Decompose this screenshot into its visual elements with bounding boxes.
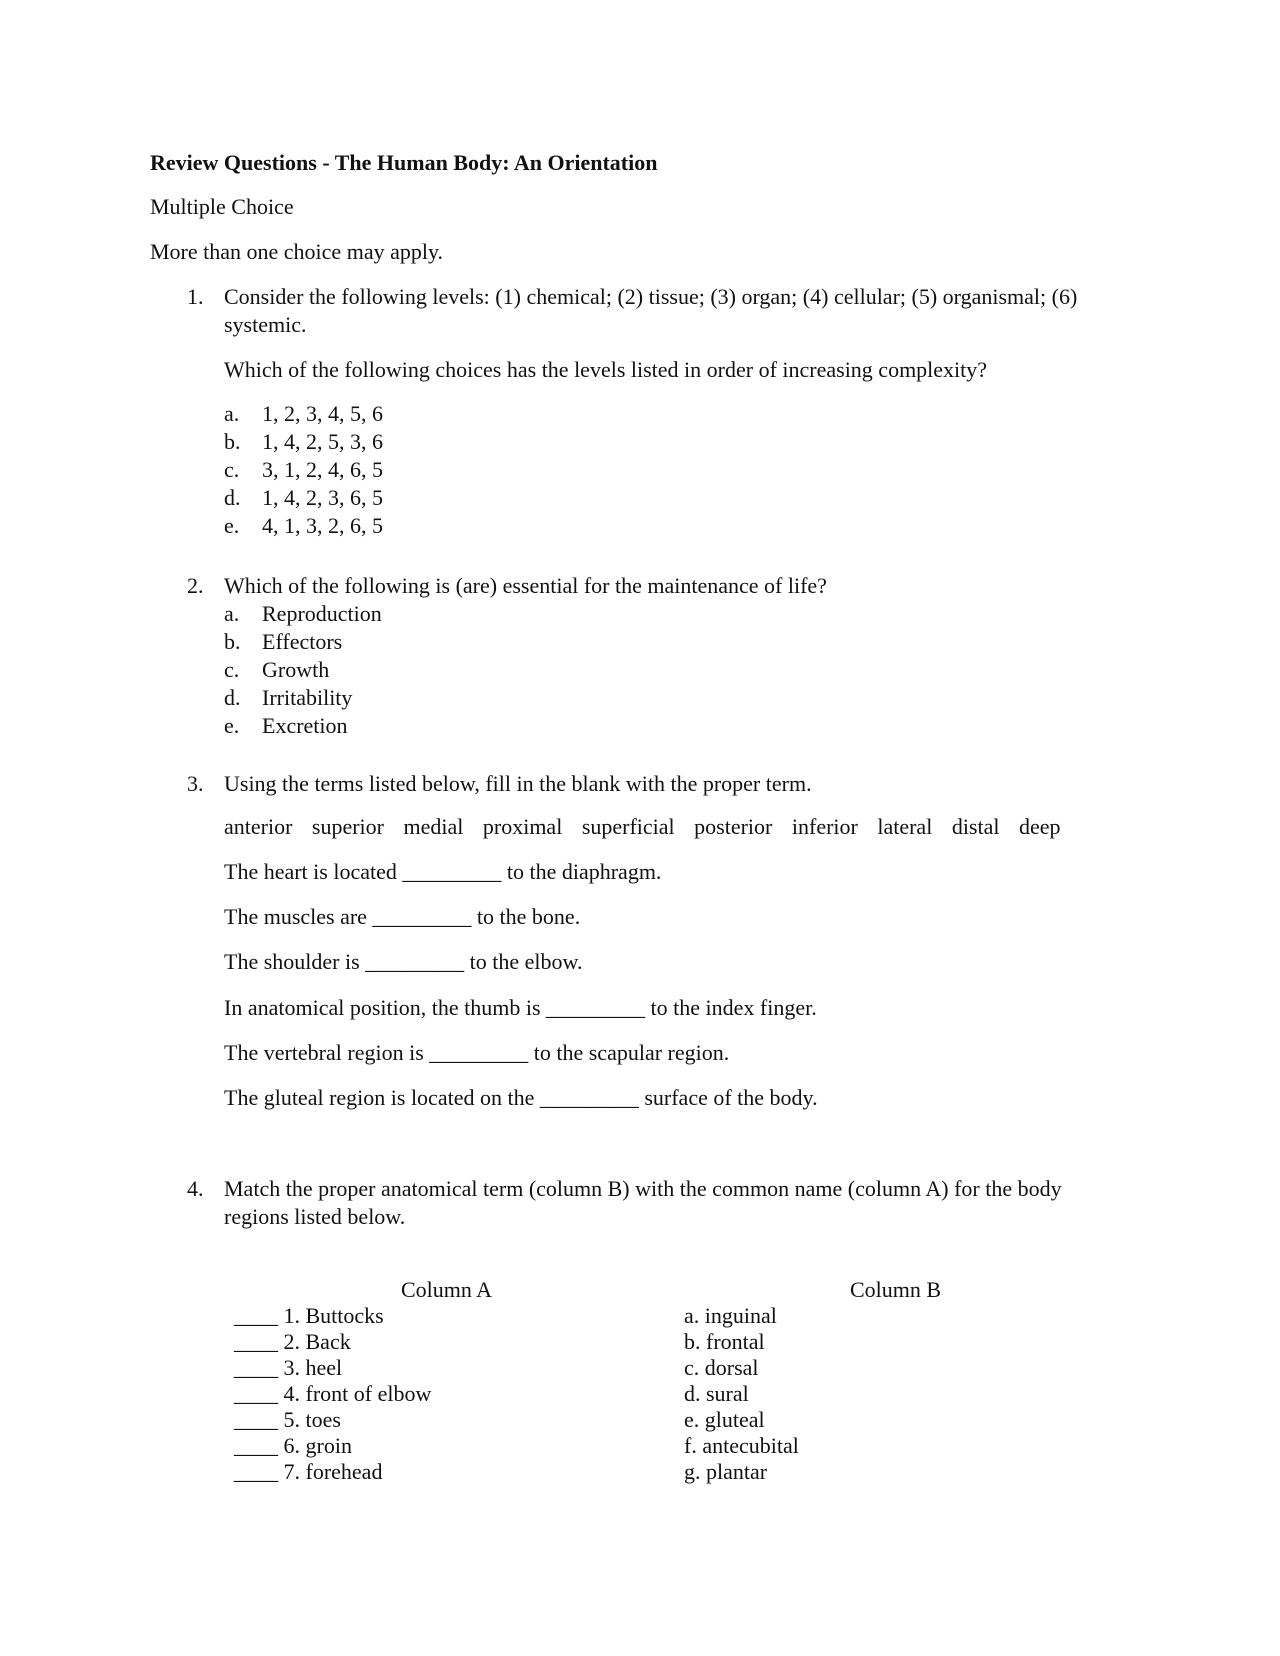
q2-option-text: Reproduction bbox=[262, 601, 382, 626]
q2-option-letter: b. bbox=[224, 629, 241, 654]
term-word: lateral bbox=[877, 814, 933, 839]
column-a-item: ____ 3. heel bbox=[234, 1355, 343, 1380]
q2-option-text: Effectors bbox=[262, 629, 343, 654]
column-a-item: ____ 2. Back bbox=[234, 1329, 351, 1354]
term-word: medial bbox=[403, 814, 464, 839]
q1-option-letter: a. bbox=[224, 401, 240, 426]
q1-option-letter: e. bbox=[224, 513, 240, 538]
term-word: superior bbox=[311, 814, 384, 839]
column-b-item: d. sural bbox=[684, 1381, 749, 1406]
section-heading: Multiple Choice bbox=[150, 194, 294, 219]
column-b-item: f. antecubital bbox=[684, 1433, 799, 1458]
fill-blank-sentence: In anatomical position, the thumb is _________ to the index finger. bbox=[224, 995, 817, 1020]
term-word: deep bbox=[1018, 814, 1061, 839]
term-word: inferior bbox=[791, 814, 858, 839]
fill-blank-sentence: The muscles are _________ to the bone. bbox=[224, 904, 581, 929]
column-a-item: ____ 6. groin bbox=[234, 1433, 352, 1458]
q1-option-text: 4, 1, 3, 2, 6, 5 bbox=[262, 513, 383, 538]
question-1-text-line1: Consider the following levels: (1) chemical; (2) tissue; (3) organ; (4) cellular; (5) organismal; (6) bbox=[224, 284, 1078, 309]
column-b-item: g. plantar bbox=[684, 1459, 768, 1484]
term-word: posterior bbox=[694, 814, 773, 839]
fill-blank-sentence: The vertebral region is _________ to the scapular region. bbox=[224, 1040, 730, 1065]
question-2-number: 2. bbox=[187, 573, 204, 598]
q2-option-text: Growth bbox=[262, 657, 330, 682]
column-b-item: a. inguinal bbox=[684, 1303, 777, 1328]
term-word: proximal bbox=[482, 814, 563, 839]
term-word: distal bbox=[951, 814, 1000, 839]
column-a-header: Column A bbox=[401, 1277, 493, 1302]
term-bank bbox=[224, 813, 1075, 841]
q1-option-letter: c. bbox=[224, 457, 240, 482]
fill-blank-sentence: The gluteal region is located on the _________ surface of the body. bbox=[224, 1085, 818, 1110]
question-1-number: 1. bbox=[187, 284, 204, 309]
question-4-number: 4. bbox=[187, 1176, 204, 1201]
question-4-text-line1: Match the proper anatomical term (column B) with the common name (column A) for the body bbox=[224, 1176, 1062, 1201]
column-b-header: Column B bbox=[850, 1277, 942, 1302]
q1-option-text: 3, 1, 2, 4, 6, 5 bbox=[262, 457, 383, 482]
question-1-prompt: Which of the following choices has the levels listed in order of increasing complexity? bbox=[224, 357, 988, 382]
instruction-text: More than one choice may apply. bbox=[150, 239, 444, 264]
page-title: Review Questions - The Human Body: An Orientation bbox=[150, 150, 658, 175]
q2-option-text: Irritability bbox=[262, 685, 353, 710]
term-word: anterior bbox=[224, 814, 293, 839]
q1-option-text: 1, 4, 2, 3, 6, 5 bbox=[262, 485, 383, 510]
term-word: superficial bbox=[581, 814, 675, 839]
q1-option-text: 1, 4, 2, 5, 3, 6 bbox=[262, 429, 383, 454]
question-3-text: Using the terms listed below, fill in the blank with the proper term. bbox=[224, 771, 812, 796]
column-b-item: b. frontal bbox=[684, 1329, 765, 1354]
q2-option-letter: d. bbox=[224, 685, 241, 710]
q2-option-text: Excretion bbox=[262, 713, 348, 738]
fill-blank-sentence: The heart is located _________ to the diaphragm. bbox=[224, 859, 662, 884]
column-b-item: e. gluteal bbox=[684, 1407, 765, 1432]
q1-option-letter: d. bbox=[224, 485, 241, 510]
question-4-text-line2: regions listed below. bbox=[224, 1204, 406, 1229]
q2-option-letter: c. bbox=[224, 657, 240, 682]
column-b-item: c. dorsal bbox=[684, 1355, 759, 1380]
column-a-item: ____ 5. toes bbox=[234, 1407, 341, 1432]
q1-option-text: 1, 2, 3, 4, 5, 6 bbox=[262, 401, 383, 426]
question-3-number: 3. bbox=[187, 771, 204, 796]
column-a-item: ____ 1. Buttocks bbox=[234, 1303, 384, 1328]
column-a-item: ____ 7. forehead bbox=[234, 1459, 383, 1484]
column-a-item: ____ 4. front of elbow bbox=[234, 1381, 432, 1406]
q2-option-letter: e. bbox=[224, 713, 240, 738]
q2-option-letter: a. bbox=[224, 601, 240, 626]
q1-option-letter: b. bbox=[224, 429, 241, 454]
question-1-text-line2: systemic. bbox=[224, 312, 307, 337]
fill-blank-sentence: The shoulder is _________ to the elbow. bbox=[224, 949, 583, 974]
question-2-text: Which of the following is (are) essential for the maintenance of life? bbox=[224, 573, 827, 598]
